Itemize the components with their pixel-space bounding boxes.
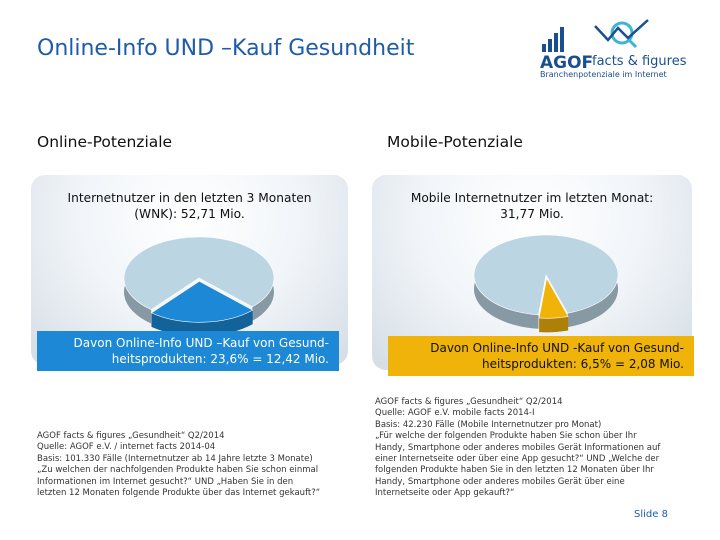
slide-number: Slide 8 xyxy=(634,509,668,520)
mobile-source-note: AGOF facts & figures „Gesundheit“ Q2/2014 Quelle: AGOF e.V. mobile facts 2014-I Basis: 42.230 Fälle (Mobile Internetnutzer pro Monat) „Für welche der folgenden Produkte haben Sie schon über Ihr Handy, Smartphone oder anderes mobiles Gerät Informationen auf einer Internetseite oder über eine App gesucht?“ UND „Welche der folgenden Produkte haben Sie in den letzten 12 Monaten über Ihr Handy, Smartphone oder anderes mobiles Gerät über eine Internetseite oder App gekauft?“ xyxy=(375,397,661,499)
logo-tagline: Branchenpotenziale im Internet xyxy=(540,70,667,79)
logo-product: facts & figures xyxy=(592,54,687,69)
online-card-title: Internetnutzer in den letzten 3 Monaten (WNK): 52,71 Mio. xyxy=(67,191,312,221)
mobile-callout: Davon Online-Info UND -Kauf von Gesund- heitsprodukten: 6,5% = 2,08 Mio. xyxy=(388,336,694,376)
online-callout: Davon Online-Info UND –Kauf von Gesund- heitsprodukten: 23,6% = 12,42 Mio. xyxy=(37,331,339,371)
online-heading: Online-Potenziale xyxy=(37,133,173,151)
page-title: Online-Info UND –Kauf Gesundheit xyxy=(37,36,415,61)
mobile-card-title: Mobile Internetnutzer im letzten Monat: 31,77 Mio. xyxy=(410,191,654,221)
online-source-note: AGOF facts & figures „Gesundheit“ Q2/2014 Quelle: AGOF e.V. / internet facts 2014-04 Basis: 101.330 Fälle (Internetnutzer ab 14 Jahre letzte 3 Monate) „Zu welchen der nachfolgenden Produkte haben Sie schon einmal Informationen im Internet gesucht?“ UND „Haben Sie in den letzten 12 Monaten folgende Produkte über das Internet gekauft?“ xyxy=(37,431,321,499)
logo-brand: AGOF xyxy=(540,53,594,73)
mobile-heading: Mobile-Potenziale xyxy=(387,133,523,151)
mobile-pie-slice-side-0 xyxy=(539,316,568,332)
agof-logo xyxy=(540,18,687,80)
